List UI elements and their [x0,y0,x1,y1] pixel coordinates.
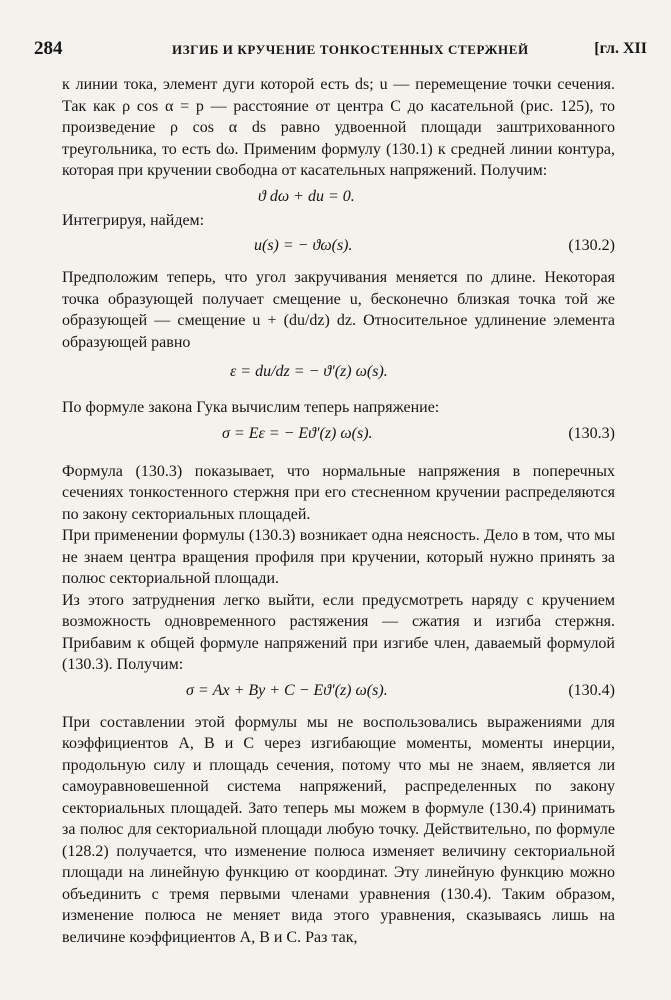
equation [62,353,615,389]
equation-formula: ε = du/dz = − ϑ′(z) ω(s). [230,363,388,380]
equation-formula: σ = Ax + By + C − Eϑ′(z) ω(s). [186,681,388,699]
paragraph: При составлении этой формулы мы не воспользовались выражениями для коэффициентов A, B и C через изгибающие моменты, моменты инерции, продольную силу и площадь сечения, потому что мы не знаем, является ли самоуравновешенной система напряжений, распределенных по закону секториальных площадей. Зато теперь мы можем в формуле (130.4) принимать за полюс для секториальной площади любую точку. Действительно, по формуле (128.2) получается, что изменение полюса изменяет величину секториальной площади на линейную функцию от координат. Эту линейную функцию можно объединить с тремя первыми членами уравнения (130.4). Таким образом, изменение полюса не меняет вида этого уравнения, сказываясь лишь на величине коэффициентов A, B и C. Раз так, [62,713,615,946]
paragraph: Из этого затруднения легко выйти, если предусмотреть наряду с кручением возможность одновременного растяжения — сжатия и изгиба стержня. Прибавим к общей формуле напряжений при изгибе член, даваемый формулой (130.3). Получим: [62,591,615,673]
paragraph: к линии тока, элемент дуги которой есть ds; u — перемещение точки сечения. Так как ρ cos α = p — расстояние от центра C до касательной (рис. 125), то произведение ρ cos α ds равно удвоенной площади заштрихованного треугольника, то есть dω. Применим формулу (130.1) к средней линии контура, которая при кручении свободна от касательных напряжений. Получим: [62,76,615,179]
paragraph: При применении формулы (130.3) возникает одна неясность. Дело в том, что мы не знаем центра вращения профиля при кручении, который нужно принять за полюс секториальной площади. [62,527,615,587]
equation [62,676,615,704]
equation-formula: ϑ dω + du = 0. [258,187,355,205]
paragraph: По формуле закона Гука вычислим теперь напряжение: [62,399,440,416]
equation-number: (130.2) [568,237,615,254]
equation-number: (130.3) [568,424,615,442]
paragraph: Интегрируя, найдем: [62,211,205,229]
paragraph: Предположим теперь, что угол закручивания меняется по длине. Некоторая точка образующей получает смещение u, бесконечно близкая точка той же образующей — смещение u + (du/dz) dz. Относительное удлинение элемента образующей равно [62,269,615,351]
page-number: 284 [34,38,63,59]
chapter-label: [гл. XII [594,40,647,57]
equation [62,231,615,259]
equation-formula: u(s) = − ϑω(s). [254,237,353,254]
running-title: ИЗГИБ И КРУЧЕНИЕ ТОНКОСТЕННЫХ СТЕРЖНЕЙ [172,42,529,57]
equation-formula: σ = Eε = − Eϑ′(z) ω(s). [222,424,373,442]
equation-number: (130.4) [568,681,615,699]
page-body [62,74,615,948]
paragraph: Формула (130.3) показывает, что нормальные напряжения в поперечных сечениях тонкостенного стержня при его стесненном кручении распределяются по закону секториальных площадей. [62,462,615,523]
equation [62,419,615,447]
equation [62,182,615,210]
page-header [34,38,647,62]
